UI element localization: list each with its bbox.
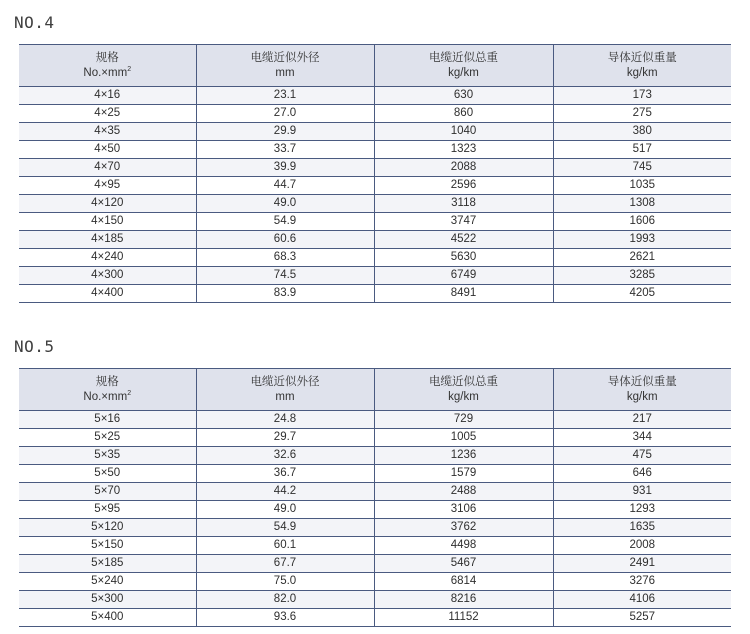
header-unit: kg/km [626,390,658,403]
cell-cable-weight: 5467 [374,555,553,573]
cell-cable-diameter: 67.7 [196,555,374,573]
cell-spec: 4×240 [19,249,196,267]
cell-cable-diameter: 49.0 [196,195,374,213]
header-cable-weight [374,45,553,87]
cell-cable-diameter: 82.0 [196,591,374,609]
cell-conductor-weight: 931 [553,483,731,501]
header-label: 导体近似重量 [607,51,677,64]
table-row [19,105,731,123]
table-row [19,447,731,465]
table-row [19,429,731,447]
header-label: 规格 [95,51,119,64]
cell-cable-diameter: 33.7 [196,141,374,159]
cell-cable-weight: 6814 [374,573,553,591]
table-row [19,159,731,177]
spec-table-no4 [19,44,731,303]
cell-cable-diameter: 68.3 [196,249,374,267]
cell-cable-diameter: 60.1 [196,537,374,555]
cell-conductor-weight: 344 [553,429,731,447]
cell-spec: 5×35 [19,447,196,465]
cell-cable-weight: 3118 [374,195,553,213]
header-unit: No.×mm [83,66,128,79]
header-unit: kg/km [448,390,479,403]
cell-cable-weight: 2088 [374,159,553,177]
cell-cable-weight: 860 [374,105,553,123]
cell-cable-weight: 3747 [374,213,553,231]
header-conductor-weight [553,45,731,87]
table-row [19,267,731,285]
cell-spec: 5×16 [19,411,196,429]
cell-spec: 4×25 [19,105,196,123]
header-unit-wrap [19,66,196,81]
header-cable-diameter [196,45,374,87]
cell-cable-diameter: 32.6 [196,447,374,465]
cell-conductor-weight: 4106 [553,591,731,609]
cell-conductor-weight: 1293 [553,501,731,519]
header-spec [19,45,196,87]
header-unit-wrap [19,390,196,405]
cell-cable-diameter: 54.9 [196,213,374,231]
table-row [19,537,731,555]
header-cable-diameter [196,369,374,411]
header-unit: kg/km [448,66,479,79]
header-unit: mm [275,390,295,403]
header-label: 规格 [95,375,119,388]
cell-cable-weight: 3762 [374,519,553,537]
table-row [19,213,731,231]
cell-cable-weight: 11152 [374,609,553,627]
cell-cable-weight: 4498 [374,537,553,555]
table-row [19,609,731,627]
cell-spec: 5×400 [19,609,196,627]
cell-cable-diameter: 75.0 [196,573,374,591]
table-row [19,195,731,213]
table-body [19,87,731,303]
cell-cable-weight: 1005 [374,429,553,447]
table-body [19,411,731,627]
cell-conductor-weight: 275 [553,105,731,123]
cell-conductor-weight: 2491 [553,555,731,573]
cell-spec: 5×150 [19,537,196,555]
table-row [19,123,731,141]
cell-conductor-weight: 2008 [553,537,731,555]
cell-spec: 4×35 [19,123,196,141]
cell-cable-weight: 729 [374,411,553,429]
cell-cable-diameter: 29.9 [196,123,374,141]
cell-cable-diameter: 83.9 [196,285,374,303]
cell-conductor-weight: 173 [553,87,731,105]
cell-cable-diameter: 23.1 [196,87,374,105]
cell-spec: 4×95 [19,177,196,195]
cell-cable-diameter: 29.7 [196,429,374,447]
table-row [19,87,731,105]
header-label: 电缆近似总重 [429,51,498,64]
table-header-row [19,369,731,411]
cell-spec: 4×16 [19,87,196,105]
cell-conductor-weight: 1606 [553,213,731,231]
table-row [19,285,731,303]
cell-spec: 4×70 [19,159,196,177]
cell-spec: 4×50 [19,141,196,159]
table-row [19,411,731,429]
cell-cable-weight: 1579 [374,465,553,483]
header-label: 电缆近似外径 [250,51,320,64]
cell-cable-diameter: 93.6 [196,609,374,627]
cell-cable-weight: 1040 [374,123,553,141]
cell-spec: 5×240 [19,573,196,591]
cell-spec: 5×50 [19,465,196,483]
table-row [19,141,731,159]
table-row [19,465,731,483]
cell-cable-weight: 1323 [374,141,553,159]
cell-spec: 4×185 [19,231,196,249]
cell-conductor-weight: 475 [553,447,731,465]
cell-conductor-weight: 745 [553,159,731,177]
cell-cable-diameter: 39.9 [196,159,374,177]
cell-cable-weight: 3106 [374,501,553,519]
cell-cable-weight: 6749 [374,267,553,285]
cell-conductor-weight: 3276 [553,573,731,591]
cell-conductor-weight: 3285 [553,267,731,285]
cell-cable-diameter: 60.6 [196,231,374,249]
cell-spec: 4×120 [19,195,196,213]
cell-cable-diameter: 44.7 [196,177,374,195]
cell-conductor-weight: 5257 [553,609,731,627]
cell-cable-weight: 2488 [374,483,553,501]
cell-cable-diameter: 49.0 [196,501,374,519]
table-header-row [19,45,731,87]
header-unit: No.×mm [83,390,128,403]
cell-conductor-weight: 380 [553,123,731,141]
cell-spec: 5×25 [19,429,196,447]
cell-spec: 4×150 [19,213,196,231]
table-row [19,249,731,267]
table-row [19,573,731,591]
cell-cable-diameter: 54.9 [196,519,374,537]
table-row [19,519,731,537]
cell-spec: 5×185 [19,555,196,573]
cell-cable-diameter: 74.5 [196,267,374,285]
cell-cable-diameter: 24.8 [196,411,374,429]
cell-spec: 4×300 [19,267,196,285]
cell-cable-weight: 2596 [374,177,553,195]
table-row [19,591,731,609]
header-label: 导体近似重量 [607,375,677,388]
cell-cable-weight: 8491 [374,285,553,303]
cell-cable-weight: 4522 [374,231,553,249]
cell-cable-weight: 5630 [374,249,553,267]
cell-cable-diameter: 44.2 [196,483,374,501]
header-unit-superscript: 2 [127,389,132,397]
spec-table-no5 [19,368,731,627]
cell-conductor-weight: 1635 [553,519,731,537]
cell-conductor-weight: 217 [553,411,731,429]
table-row [19,483,731,501]
table-row [19,501,731,519]
cell-spec: 5×120 [19,519,196,537]
section-title-no5: NO.5 [14,337,55,356]
cell-spec: 5×70 [19,483,196,501]
cell-cable-weight: 1236 [374,447,553,465]
cell-conductor-weight: 517 [553,141,731,159]
table-row [19,177,731,195]
header-unit-superscript: 2 [127,65,132,73]
header-label: 电缆近似总重 [429,375,498,388]
cell-cable-weight: 630 [374,87,553,105]
table-row [19,555,731,573]
cell-spec: 4×400 [19,285,196,303]
cell-cable-diameter: 27.0 [196,105,374,123]
header-spec [19,369,196,411]
cell-conductor-weight: 2621 [553,249,731,267]
cell-conductor-weight: 1308 [553,195,731,213]
cell-cable-weight: 8216 [374,591,553,609]
cell-conductor-weight: 4205 [553,285,731,303]
cell-cable-diameter: 36.7 [196,465,374,483]
cell-spec: 5×95 [19,501,196,519]
header-conductor-weight [553,369,731,411]
header-label: 电缆近似外径 [250,375,320,388]
cell-conductor-weight: 1993 [553,231,731,249]
section-title-no4: NO.4 [14,13,55,32]
header-cable-weight [374,369,553,411]
header-unit: mm [275,66,295,79]
header-unit: kg/km [626,66,658,79]
cell-spec: 5×300 [19,591,196,609]
cell-conductor-weight: 646 [553,465,731,483]
cell-conductor-weight: 1035 [553,177,731,195]
table-row [19,231,731,249]
